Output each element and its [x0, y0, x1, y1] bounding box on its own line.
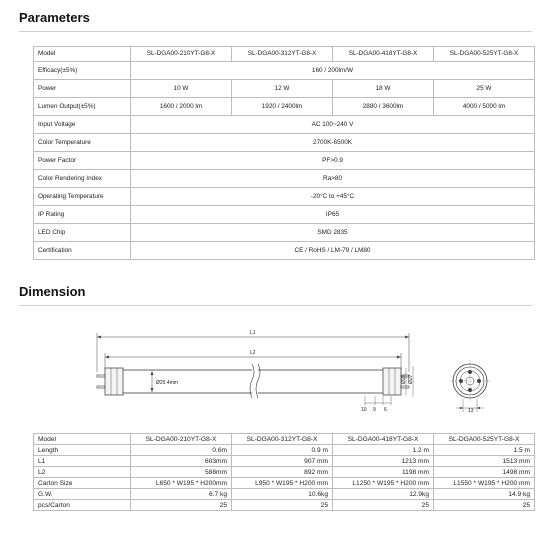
dimension-heading: Dimension: [19, 284, 86, 299]
table-row: [34, 478, 535, 489]
table-row: [34, 456, 535, 467]
header-cell: Model: [34, 47, 131, 62]
diameter-label: Ø25.4mm: [156, 380, 178, 386]
row-value: 1198 mm: [333, 467, 434, 478]
row-label: LED Chip: [34, 224, 131, 242]
row-value: 160 / 200lm/W: [131, 62, 535, 80]
row-value: 25: [232, 500, 333, 511]
table-row: [34, 500, 535, 511]
row-label: Efficacy(±5%): [34, 62, 131, 80]
row-label: G.W.: [34, 489, 131, 500]
row-value: 1920 / 2400lm: [232, 98, 333, 116]
row-value: AC 100~240 V: [131, 116, 535, 134]
row-value: 892 mm: [232, 467, 333, 478]
row-value: 4000 / 5000 lm: [434, 98, 535, 116]
dimension-header-row: [34, 434, 535, 445]
row-value: 1513 mm: [434, 456, 535, 467]
l1-label: L1: [250, 330, 256, 336]
header-cell: SL-DGA00-525YT-G8-X: [434, 434, 535, 445]
row-label: Input Voltage: [34, 116, 131, 134]
row-label: Color Temperature: [34, 134, 131, 152]
row-value: L950 * W195 * H200 mm: [232, 478, 333, 489]
dim-10-label: 10: [361, 407, 367, 413]
row-value: 0.6m: [131, 445, 232, 456]
row-value: 25: [131, 500, 232, 511]
row-value: 2880 / 3600lm: [333, 98, 434, 116]
row-value: 603mm: [131, 456, 232, 467]
row-label: L2: [34, 467, 131, 478]
row-value: 18 W: [333, 80, 434, 98]
row-value: 1.2 m: [333, 445, 434, 456]
tube-body: [97, 364, 414, 413]
row-value: 588mm: [131, 467, 232, 478]
row-label: Power: [34, 80, 131, 98]
row-value: SMD 2835: [131, 224, 535, 242]
row-label: Certification: [34, 242, 131, 260]
l2-label: L2: [250, 350, 256, 356]
side-dia-label: Ø26: [401, 374, 407, 384]
row-value: Ra>80: [131, 170, 535, 188]
row-value: 907 mm: [232, 456, 333, 467]
side-dia2-label: Ø27: [408, 374, 414, 384]
row-value: PF>0.9: [131, 152, 535, 170]
row-value: 0.9 m: [232, 445, 333, 456]
row-value: -20°C to +45°C: [131, 188, 535, 206]
header-cell: SL-DGA00-525YT-G8-X: [434, 47, 535, 62]
row-value: CE / RoHS / LM-79 / LM80: [131, 242, 535, 260]
header-cell: SL-DGA00-312YT-G8-X: [232, 434, 333, 445]
row-value: 1.5 m: [434, 445, 535, 456]
row-value: 12 W: [232, 80, 333, 98]
row-value: 12.9kg: [333, 489, 434, 500]
row-label: Color Rendering Index: [34, 170, 131, 188]
row-label: Operating Temperature: [34, 188, 131, 206]
row-value: L1550 * W195 * H200 mm: [434, 478, 535, 489]
row-value: 6.7 kg: [131, 489, 232, 500]
row-value: 1600 / 2000 lm: [131, 98, 232, 116]
row-value: 14.9 kg: [434, 489, 535, 500]
row-value: 1213 mm: [333, 456, 434, 467]
row-value: 10.6kg: [232, 489, 333, 500]
header-cell: SL-DGA00-210YT-G8-X: [131, 434, 232, 445]
row-value: 1498 mm: [434, 467, 535, 478]
row-value: IP65: [131, 206, 535, 224]
header-cell: SL-DGA00-210YT-G8-X: [131, 47, 232, 62]
table-row: [34, 489, 535, 500]
dim-9-label: 9: [373, 407, 376, 413]
row-value: L1250 * W195 * H200 mm: [333, 478, 434, 489]
header-cell: Model: [34, 434, 131, 445]
row-label: Carton Size: [34, 478, 131, 489]
header-cell: SL-DGA00-418YT-G8-X: [333, 434, 434, 445]
header-cell: SL-DGA00-418YT-G8-X: [333, 47, 434, 62]
table-row: [34, 445, 535, 456]
row-label: IP Rating: [34, 206, 131, 224]
dimension-table: [33, 433, 535, 511]
row-value: 25: [434, 500, 535, 511]
header-cell: SL-DGA00-312YT-G8-X: [232, 47, 333, 62]
row-label: Lumen Output(±5%): [34, 98, 131, 116]
row-label: pcs/Carton: [34, 500, 131, 511]
dim-6-label: 6: [384, 407, 387, 413]
row-value: 2700K-6500K: [131, 134, 535, 152]
parameters-heading: Parameters: [19, 10, 90, 25]
row-value: L650 * W195 * H200mm: [131, 478, 232, 489]
row-value: 25 W: [434, 80, 535, 98]
row-value: 25: [333, 500, 434, 511]
row-label: L1: [34, 456, 131, 467]
tube-end-view: [449, 360, 491, 414]
row-label: Length: [34, 445, 131, 456]
row-value: 10 W: [131, 80, 232, 98]
end-width-label: 13: [468, 408, 474, 414]
row-label: Power Factor: [34, 152, 131, 170]
table-row: [34, 467, 535, 478]
